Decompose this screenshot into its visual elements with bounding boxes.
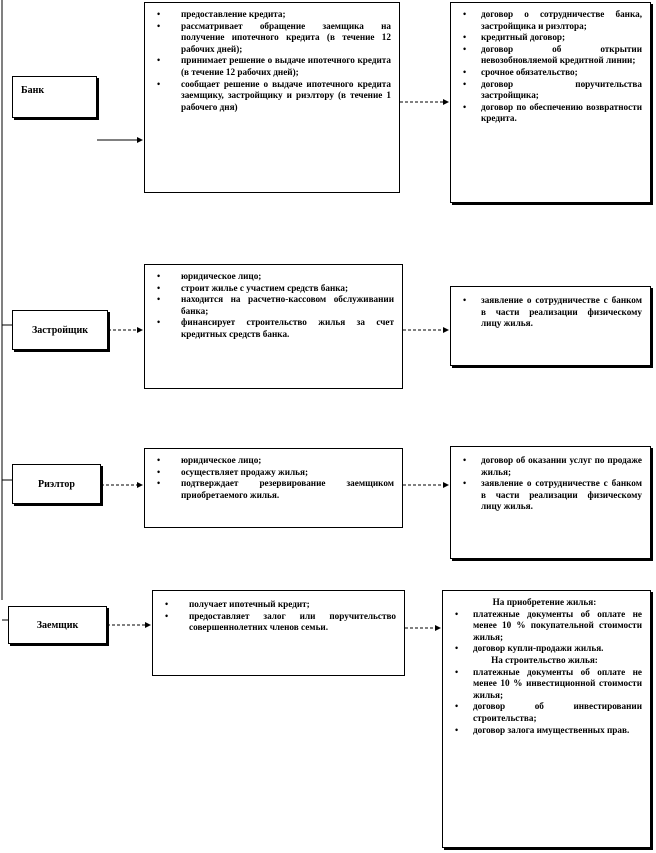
list-item: • договор залога имущественных прав. [447, 725, 642, 737]
realtor-docs-box [450, 446, 651, 559]
borrower-role-box [152, 590, 405, 676]
borrower-role-list [157, 599, 396, 634]
bank-docs-box [450, 2, 651, 203]
list-item: • договор об инвестировании строительства; [447, 701, 642, 724]
developer-role-box [144, 264, 403, 389]
actor-borrower-label: Заемщик [36, 619, 79, 631]
bank-role-box [144, 2, 400, 193]
realtor-role-list [149, 455, 394, 501]
actor-bank-label: Банк [21, 85, 45, 96]
developer-docs-list [455, 295, 642, 330]
list-item: • строит жилье с участием средств банка; [149, 283, 394, 295]
list-item: • предоставляет залог или поручительство совершеннолетних членов семьи. [157, 611, 396, 634]
purchase-docs-list [447, 609, 642, 655]
actor-borrower [8, 606, 107, 644]
list-item: • кредитный договор; [455, 32, 642, 44]
borrower-docs-box [442, 590, 651, 848]
list-item: • договор купли-продажи жилья. [447, 643, 642, 655]
list-item: • договор об оказании услуг по продаже жилья; [455, 455, 642, 478]
list-item: • финансирует строительство жилья за счет кредитных средств банка. [149, 317, 394, 340]
actor-developer-label: Застройщик [31, 324, 89, 336]
list-item: • заявление о сотрудничестве с банком в части реализации физическому лицу жилья. [455, 295, 642, 330]
list-item: • договор о сотрудничестве банка, застройщика и риэлтора; [455, 9, 642, 32]
list-item: • рассматривает обращение заемщика на получение ипотечного кредита (в течение 12 рабочих дней); [149, 21, 391, 56]
list-item: • срочное обязательство; [455, 67, 642, 79]
list-item: • находится на расчетно-кассовом обслуживании банка; [149, 294, 394, 317]
bank-role-list [149, 9, 391, 113]
list-item: • сообщает решение о выдаче ипотечного кредита заемщику, застройщику и риэлтору (в течение 1 рабочего дня) [149, 79, 391, 114]
list-item: • договор поручительства застройщика; [455, 79, 642, 102]
list-item: • юридическое лицо; [149, 271, 394, 283]
construction-docs-list [447, 667, 642, 737]
developer-docs-box [450, 286, 651, 366]
list-item: • принимает решение о выдаче ипотечного кредита (в течение 12 рабочих дней); [149, 55, 391, 78]
actor-developer [12, 310, 108, 350]
list-item: • платежные документы об оплате не менее 10 % покупательной стоимости жилья; [447, 609, 642, 644]
realtor-docs-list [455, 455, 642, 513]
list-item: • подтверждает резервирование заемщиком приобретаемого жилья. [149, 478, 394, 501]
realtor-role-box [144, 448, 403, 528]
list-item: • предоставление кредита; [149, 9, 391, 21]
developer-role-list [149, 271, 394, 341]
list-item: • договор об открытии невозобновляемой кредитной линии; [455, 44, 642, 67]
actor-realtor-label: Риэлтор [38, 478, 75, 490]
list-item: • заявление о сотрудничестве с банком в части реализации физическому лицу жилья. [455, 478, 642, 513]
list-item: • осуществляет продажу жилья; [149, 467, 394, 479]
list-item: • договор по обеспечению возвратности кредита. [455, 102, 642, 125]
construction-heading: На строительство жилья: [491, 654, 598, 665]
list-item: • получает ипотечный кредит; [157, 599, 396, 611]
list-item: • платежные документы об оплате не менее 10 % инвестиционной стоимости жилья; [447, 667, 642, 702]
purchase-heading: На приобретение жилья: [492, 597, 597, 607]
bank-docs-list [455, 9, 642, 125]
actor-bank [12, 76, 97, 118]
list-item: • юридическое лицо; [149, 455, 394, 467]
actor-realtor [12, 464, 101, 504]
